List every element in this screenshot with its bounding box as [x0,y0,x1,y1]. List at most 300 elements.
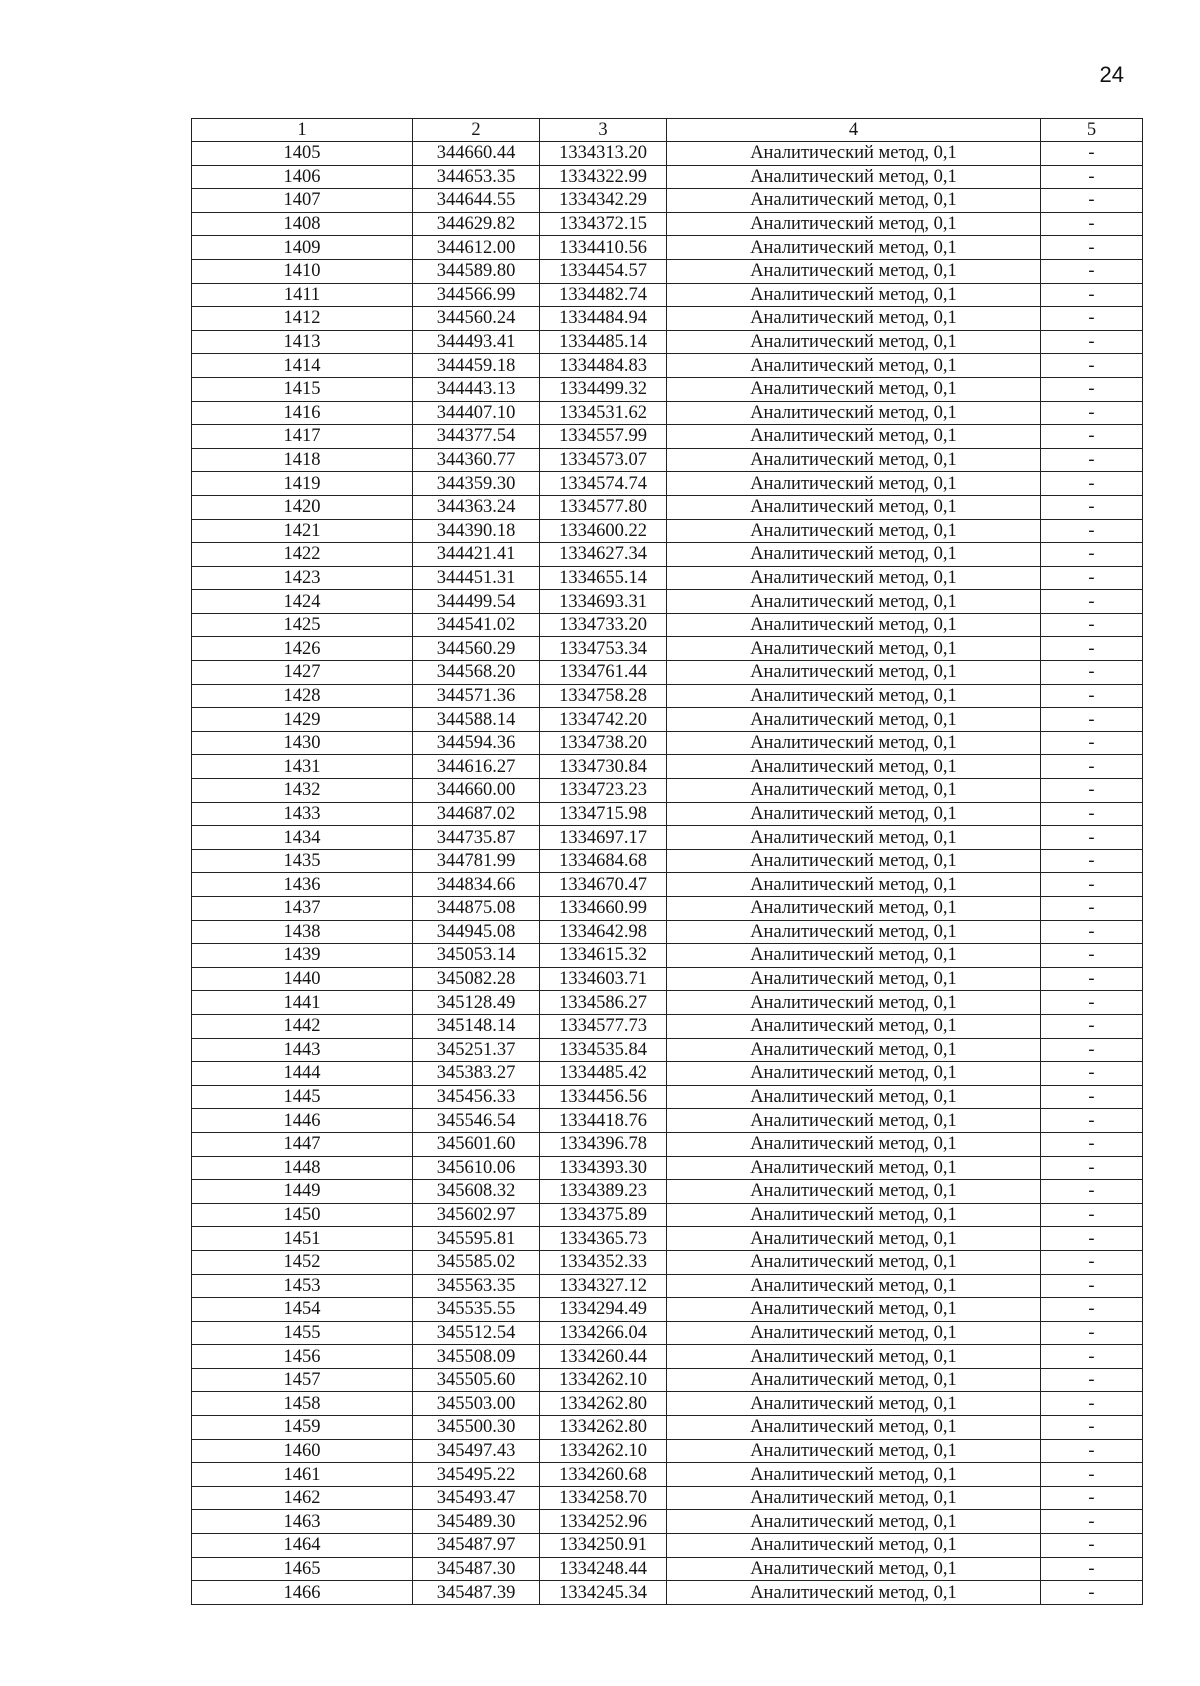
x-coordinate-cell: 344644.55 [413,189,540,213]
y-coordinate-cell: 1334733.20 [540,613,667,637]
x-coordinate-cell: 344363.24 [413,495,540,519]
method-cell: Аналитический метод, 0,1 [667,613,1041,637]
x-coordinate-cell: 344875.08 [413,897,540,921]
note-cell: - [1041,1038,1143,1062]
note-cell: - [1041,873,1143,897]
x-coordinate-cell: 344594.36 [413,731,540,755]
point-number-cell: 1451 [192,1227,413,1251]
y-coordinate-cell: 1334418.76 [540,1109,667,1133]
x-coordinate-cell: 345487.39 [413,1581,540,1605]
table-row [192,873,1143,897]
note-cell: - [1041,661,1143,685]
y-coordinate-cell: 1334615.32 [540,944,667,968]
note-cell: - [1041,1014,1143,1038]
point-number-cell: 1429 [192,708,413,732]
table-row [192,1132,1143,1156]
method-cell: Аналитический метод, 0,1 [667,755,1041,779]
table-row [192,1392,1143,1416]
method-cell: Аналитический метод, 0,1 [667,1345,1041,1369]
y-coordinate-cell: 1334410.56 [540,236,667,260]
x-coordinate-cell: 344407.10 [413,401,540,425]
table-row [192,354,1143,378]
y-coordinate-cell: 1334482.74 [540,283,667,307]
table-row [192,849,1143,873]
point-number-cell: 1466 [192,1581,413,1605]
note-cell: - [1041,566,1143,590]
x-coordinate-cell: 344390.18 [413,519,540,543]
table-row [192,1109,1143,1133]
table-row [192,307,1143,331]
x-coordinate-cell: 345251.37 [413,1038,540,1062]
note-cell: - [1041,708,1143,732]
note-cell: - [1041,1486,1143,1510]
header-row [192,119,1143,142]
point-number-cell: 1433 [192,802,413,826]
note-cell: - [1041,637,1143,661]
x-coordinate-cell: 344612.00 [413,236,540,260]
x-coordinate-cell: 344660.00 [413,779,540,803]
method-cell: Аналитический метод, 0,1 [667,1581,1041,1605]
y-coordinate-cell: 1334574.74 [540,472,667,496]
note-cell: - [1041,1439,1143,1463]
method-cell: Аналитический метод, 0,1 [667,1180,1041,1204]
point-number-cell: 1414 [192,354,413,378]
table-row [192,519,1143,543]
y-coordinate-cell: 1334577.80 [540,495,667,519]
method-cell: Аналитический метод, 0,1 [667,283,1041,307]
method-cell: Аналитический метод, 0,1 [667,873,1041,897]
y-coordinate-cell: 1334535.84 [540,1038,667,1062]
note-cell: - [1041,849,1143,873]
method-cell: Аналитический метод, 0,1 [667,826,1041,850]
x-coordinate-cell: 344566.99 [413,283,540,307]
method-cell: Аналитический метод, 0,1 [667,1250,1041,1274]
y-coordinate-cell: 1334313.20 [540,142,667,166]
point-number-cell: 1408 [192,212,413,236]
method-cell: Аналитический метод, 0,1 [667,1156,1041,1180]
page-number: 24 [1099,62,1124,87]
x-coordinate-cell: 344451.31 [413,566,540,590]
column-header: 2 [413,119,540,142]
table-row [192,1368,1143,1392]
x-coordinate-cell: 344493.41 [413,330,540,354]
note-cell: - [1041,1463,1143,1487]
point-number-cell: 1439 [192,944,413,968]
table-row [192,802,1143,826]
method-cell: Аналитический метод, 0,1 [667,543,1041,567]
point-number-cell: 1437 [192,897,413,921]
y-coordinate-cell: 1334670.47 [540,873,667,897]
point-number-cell: 1438 [192,920,413,944]
point-number-cell: 1409 [192,236,413,260]
point-number-cell: 1445 [192,1085,413,1109]
point-number-cell: 1447 [192,1132,413,1156]
table-row [192,708,1143,732]
column-header: 3 [540,119,667,142]
y-coordinate-cell: 1334252.96 [540,1510,667,1534]
note-cell: - [1041,967,1143,991]
method-cell: Аналитический метод, 0,1 [667,1038,1041,1062]
point-number-cell: 1462 [192,1486,413,1510]
y-coordinate-cell: 1334655.14 [540,566,667,590]
y-coordinate-cell: 1334600.22 [540,519,667,543]
x-coordinate-cell: 345495.22 [413,1463,540,1487]
method-cell: Аналитический метод, 0,1 [667,967,1041,991]
table-row [192,1250,1143,1274]
point-number-cell: 1432 [192,779,413,803]
y-coordinate-cell: 1334393.30 [540,1156,667,1180]
point-number-cell: 1450 [192,1203,413,1227]
method-cell: Аналитический метод, 0,1 [667,519,1041,543]
method-cell: Аналитический метод, 0,1 [667,1085,1041,1109]
point-number-cell: 1431 [192,755,413,779]
y-coordinate-cell: 1334697.17 [540,826,667,850]
y-coordinate-cell: 1334531.62 [540,401,667,425]
method-cell: Аналитический метод, 0,1 [667,1416,1041,1440]
method-cell: Аналитический метод, 0,1 [667,448,1041,472]
method-cell: Аналитический метод, 0,1 [667,1109,1041,1133]
note-cell: - [1041,779,1143,803]
x-coordinate-cell: 345608.32 [413,1180,540,1204]
table-row [192,1298,1143,1322]
x-coordinate-cell: 344945.08 [413,920,540,944]
point-number-cell: 1461 [192,1463,413,1487]
y-coordinate-cell: 1334660.99 [540,897,667,921]
table-row [192,1510,1143,1534]
table-row [192,259,1143,283]
table-row [192,472,1143,496]
note-cell: - [1041,1250,1143,1274]
table-row [192,566,1143,590]
table-row [192,189,1143,213]
method-cell: Аналитический метод, 0,1 [667,920,1041,944]
point-number-cell: 1421 [192,519,413,543]
method-cell: Аналитический метод, 0,1 [667,779,1041,803]
x-coordinate-cell: 344541.02 [413,613,540,637]
x-coordinate-cell: 345497.43 [413,1439,540,1463]
point-number-cell: 1463 [192,1510,413,1534]
method-cell: Аналитический метод, 0,1 [667,472,1041,496]
table-row [192,448,1143,472]
method-cell: Аналитический метод, 0,1 [667,991,1041,1015]
x-coordinate-cell: 344459.18 [413,354,540,378]
column-header: 5 [1041,119,1143,142]
note-cell: - [1041,1062,1143,1086]
x-coordinate-cell: 344687.02 [413,802,540,826]
x-coordinate-cell: 344360.77 [413,448,540,472]
note-cell: - [1041,826,1143,850]
x-coordinate-cell: 344653.35 [413,165,540,189]
point-number-cell: 1460 [192,1439,413,1463]
x-coordinate-cell: 344660.44 [413,142,540,166]
x-coordinate-cell: 345546.54 [413,1109,540,1133]
table-row [192,684,1143,708]
point-number-cell: 1416 [192,401,413,425]
x-coordinate-cell: 345456.33 [413,1085,540,1109]
point-number-cell: 1453 [192,1274,413,1298]
x-coordinate-cell: 345602.97 [413,1203,540,1227]
coordinates-table [191,118,1143,1605]
y-coordinate-cell: 1334723.23 [540,779,667,803]
point-number-cell: 1412 [192,307,413,331]
method-cell: Аналитический метод, 0,1 [667,566,1041,590]
table-row [192,590,1143,614]
point-number-cell: 1406 [192,165,413,189]
y-coordinate-cell: 1334262.10 [540,1368,667,1392]
y-coordinate-cell: 1334260.68 [540,1463,667,1487]
table-row [192,1014,1143,1038]
y-coordinate-cell: 1334396.78 [540,1132,667,1156]
table-row [192,212,1143,236]
y-coordinate-cell: 1334715.98 [540,802,667,826]
method-cell: Аналитический метод, 0,1 [667,1132,1041,1156]
y-coordinate-cell: 1334753.34 [540,637,667,661]
y-coordinate-cell: 1334327.12 [540,1274,667,1298]
table-row [192,1534,1143,1558]
note-cell: - [1041,401,1143,425]
table-row [192,1321,1143,1345]
method-cell: Аналитический метод, 0,1 [667,354,1041,378]
y-coordinate-cell: 1334342.29 [540,189,667,213]
y-coordinate-cell: 1334577.73 [540,1014,667,1038]
method-cell: Аналитический метод, 0,1 [667,1274,1041,1298]
table-row [192,613,1143,637]
note-cell: - [1041,802,1143,826]
x-coordinate-cell: 345505.60 [413,1368,540,1392]
point-number-cell: 1454 [192,1298,413,1322]
y-coordinate-cell: 1334245.34 [540,1581,667,1605]
y-coordinate-cell: 1334322.99 [540,165,667,189]
table-row [192,401,1143,425]
note-cell: - [1041,944,1143,968]
y-coordinate-cell: 1334738.20 [540,731,667,755]
y-coordinate-cell: 1334372.15 [540,212,667,236]
x-coordinate-cell: 345487.97 [413,1534,540,1558]
table-row [192,731,1143,755]
note-cell: - [1041,1156,1143,1180]
method-cell: Аналитический метод, 0,1 [667,1534,1041,1558]
table-row [192,1557,1143,1581]
note-cell: - [1041,755,1143,779]
y-coordinate-cell: 1334262.80 [540,1416,667,1440]
method-cell: Аналитический метод, 0,1 [667,708,1041,732]
note-cell: - [1041,307,1143,331]
point-number-cell: 1464 [192,1534,413,1558]
note-cell: - [1041,1109,1143,1133]
table-row [192,1203,1143,1227]
note-cell: - [1041,1180,1143,1204]
table-row [192,330,1143,354]
y-coordinate-cell: 1334262.10 [540,1439,667,1463]
note-cell: - [1041,1392,1143,1416]
method-cell: Аналитический метод, 0,1 [667,897,1041,921]
method-cell: Аналитический метод, 0,1 [667,1439,1041,1463]
column-header: 4 [667,119,1041,142]
note-cell: - [1041,920,1143,944]
table-row [192,495,1143,519]
method-cell: Аналитический метод, 0,1 [667,1557,1041,1581]
table-row [192,1085,1143,1109]
note-cell: - [1041,613,1143,637]
x-coordinate-cell: 345500.30 [413,1416,540,1440]
x-coordinate-cell: 344568.20 [413,661,540,685]
point-number-cell: 1426 [192,637,413,661]
table-row [192,661,1143,685]
x-coordinate-cell: 345535.55 [413,1298,540,1322]
method-cell: Аналитический метод, 0,1 [667,307,1041,331]
y-coordinate-cell: 1334586.27 [540,991,667,1015]
point-number-cell: 1415 [192,377,413,401]
point-number-cell: 1425 [192,613,413,637]
y-coordinate-cell: 1334258.70 [540,1486,667,1510]
point-number-cell: 1455 [192,1321,413,1345]
table-row [192,1156,1143,1180]
point-number-cell: 1420 [192,495,413,519]
x-coordinate-cell: 345128.49 [413,991,540,1015]
method-cell: Аналитический метод, 0,1 [667,731,1041,755]
note-cell: - [1041,1132,1143,1156]
note-cell: - [1041,1321,1143,1345]
method-cell: Аналитический метод, 0,1 [667,401,1041,425]
method-cell: Аналитический метод, 0,1 [667,1392,1041,1416]
method-cell: Аналитический метод, 0,1 [667,1203,1041,1227]
note-cell: - [1041,1274,1143,1298]
x-coordinate-cell: 344499.54 [413,590,540,614]
method-cell: Аналитический метод, 0,1 [667,849,1041,873]
table-row [192,779,1143,803]
x-coordinate-cell: 344781.99 [413,849,540,873]
point-number-cell: 1423 [192,566,413,590]
point-number-cell: 1457 [192,1368,413,1392]
table-body [192,142,1143,1605]
table-row [192,543,1143,567]
point-number-cell: 1458 [192,1392,413,1416]
table-row [192,755,1143,779]
note-cell: - [1041,1416,1143,1440]
x-coordinate-cell: 345601.60 [413,1132,540,1156]
table-row [192,920,1143,944]
table-row [192,1416,1143,1440]
point-number-cell: 1441 [192,991,413,1015]
x-coordinate-cell: 345082.28 [413,967,540,991]
table-row [192,283,1143,307]
table-row [192,1180,1143,1204]
note-cell: - [1041,684,1143,708]
y-coordinate-cell: 1334456.56 [540,1085,667,1109]
point-number-cell: 1442 [192,1014,413,1038]
note-cell: - [1041,354,1143,378]
table-row [192,1581,1143,1605]
y-coordinate-cell: 1334250.91 [540,1534,667,1558]
method-cell: Аналитический метод, 0,1 [667,1062,1041,1086]
x-coordinate-cell: 345487.30 [413,1557,540,1581]
x-coordinate-cell: 344571.36 [413,684,540,708]
note-cell: - [1041,1298,1143,1322]
note-cell: - [1041,330,1143,354]
method-cell: Аналитический метод, 0,1 [667,259,1041,283]
point-number-cell: 1424 [192,590,413,614]
method-cell: Аналитический метод, 0,1 [667,142,1041,166]
method-cell: Аналитический метод, 0,1 [667,1298,1041,1322]
point-number-cell: 1446 [192,1109,413,1133]
method-cell: Аналитический метод, 0,1 [667,1510,1041,1534]
y-coordinate-cell: 1334454.57 [540,259,667,283]
method-cell: Аналитический метод, 0,1 [667,802,1041,826]
point-number-cell: 1444 [192,1062,413,1086]
y-coordinate-cell: 1334365.73 [540,1227,667,1251]
point-number-cell: 1422 [192,543,413,567]
note-cell: - [1041,165,1143,189]
note-cell: - [1041,236,1143,260]
table-row [192,1274,1143,1298]
point-number-cell: 1430 [192,731,413,755]
point-number-cell: 1419 [192,472,413,496]
x-coordinate-cell: 345595.81 [413,1227,540,1251]
table-row [192,897,1143,921]
x-coordinate-cell: 345585.02 [413,1250,540,1274]
x-coordinate-cell: 344834.66 [413,873,540,897]
table-row [192,1486,1143,1510]
table-row [192,1345,1143,1369]
y-coordinate-cell: 1334603.71 [540,967,667,991]
point-number-cell: 1428 [192,684,413,708]
point-number-cell: 1435 [192,849,413,873]
point-number-cell: 1410 [192,259,413,283]
table-row [192,1038,1143,1062]
column-header: 1 [192,119,413,142]
method-cell: Аналитический метод, 0,1 [667,495,1041,519]
x-coordinate-cell: 344588.14 [413,708,540,732]
y-coordinate-cell: 1334485.42 [540,1062,667,1086]
x-coordinate-cell: 344589.80 [413,259,540,283]
y-coordinate-cell: 1334389.23 [540,1180,667,1204]
x-coordinate-cell: 345383.27 [413,1062,540,1086]
method-cell: Аналитический метод, 0,1 [667,236,1041,260]
y-coordinate-cell: 1334642.98 [540,920,667,944]
x-coordinate-cell: 344560.29 [413,637,540,661]
note-cell: - [1041,1534,1143,1558]
method-cell: Аналитический метод, 0,1 [667,944,1041,968]
note-cell: - [1041,1203,1143,1227]
method-cell: Аналитический метод, 0,1 [667,330,1041,354]
method-cell: Аналитический метод, 0,1 [667,1486,1041,1510]
y-coordinate-cell: 1334557.99 [540,425,667,449]
y-coordinate-cell: 1334484.94 [540,307,667,331]
x-coordinate-cell: 345503.00 [413,1392,540,1416]
table-row [192,637,1143,661]
note-cell: - [1041,1557,1143,1581]
note-cell: - [1041,731,1143,755]
x-coordinate-cell: 345148.14 [413,1014,540,1038]
y-coordinate-cell: 1334684.68 [540,849,667,873]
table-row [192,991,1143,1015]
point-number-cell: 1418 [192,448,413,472]
table-row [192,1062,1143,1086]
x-coordinate-cell: 344735.87 [413,826,540,850]
note-cell: - [1041,189,1143,213]
note-cell: - [1041,142,1143,166]
note-cell: - [1041,519,1143,543]
point-number-cell: 1407 [192,189,413,213]
table-row [192,826,1143,850]
note-cell: - [1041,283,1143,307]
point-number-cell: 1448 [192,1156,413,1180]
note-cell: - [1041,472,1143,496]
method-cell: Аналитический метод, 0,1 [667,1227,1041,1251]
y-coordinate-cell: 1334262.80 [540,1392,667,1416]
note-cell: - [1041,425,1143,449]
x-coordinate-cell: 344629.82 [413,212,540,236]
